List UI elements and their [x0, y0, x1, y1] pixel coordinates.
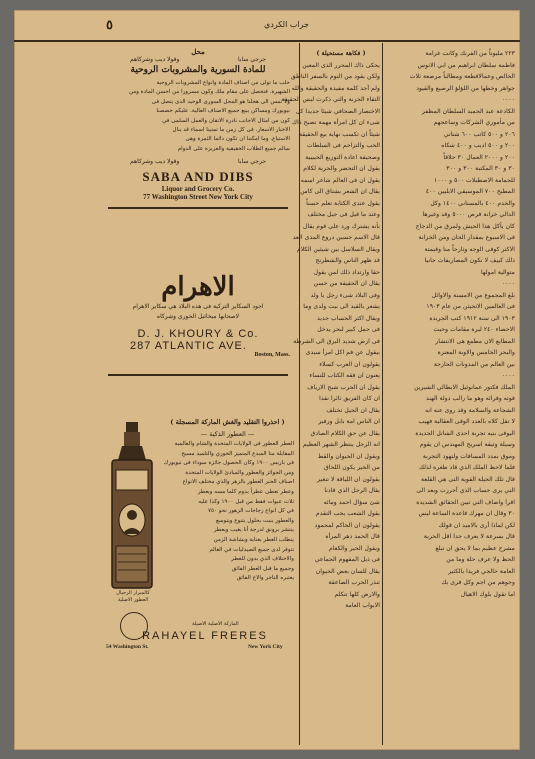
text-line: فى حمل كبير لبحر يدخل — [317, 326, 380, 333]
text-line: الاستياع. وما امكننا ان تكون دائما الثمرة وهى — [185, 136, 290, 143]
ads-column — [98, 43, 298, 657]
text-line: الحب والتزاحم فى السلطات — [306, 142, 380, 149]
text-line: نيويورك ومساكن يبيع جميع الاصناف العالية. عليكم خصصنا — [156, 108, 290, 115]
text-line: في كل انواع زجاجات الزهور نحو ٧٥٠ — [207, 508, 294, 515]
text-line: ولم أجد كلمة مفيدة والحقيقة والله — [291, 84, 380, 92]
text-line: ٢٠٠ و ٥٠٠ اديب و ٤٠٠ شكاه — [441, 142, 515, 149]
bottle-caption-line: العطور الاصلية — [117, 597, 149, 603]
text-line: العطر العطور فى الولايات المتحدة والشام والعالمية — [174, 441, 294, 447]
text-line: والبحر الخامس والاوبة المعترة — [437, 349, 515, 356]
ad-signature: الماركة الاصلية الاصيلة — [192, 621, 239, 627]
ad-subtitle: للمادة السورية والمشروبات الروحية — [130, 65, 266, 75]
partner-name: وقولا ديب وشركاهم — [130, 158, 180, 166]
text-line: انه الرجل ينتظر الشهر العظيم — [302, 441, 380, 448]
text-line: يتطلب العطر بعناية وبشاشة الزمن — [213, 536, 294, 543]
text-line: يشعر بالقيد الى بيت ولدى وما — [303, 303, 380, 310]
text-line: وعند ما قيل فى جيل مختلف — [307, 211, 380, 218]
text-line: يحكى ذاك المحرر الذى المعين — [302, 61, 380, 69]
text-line: بلغ المجموع من الامسنة والاوائل — [431, 291, 515, 299]
text-line: ١٩٠٣ الى سنة ١٩١٢ كتب الجريدة — [429, 314, 515, 322]
text-line: ٣٠ وقال ان مهرك قاعدة الساعة ليس — [418, 510, 515, 517]
text-line: فى الاسبوع بمقدار الحان ومن الخزانة — [418, 234, 515, 241]
text-line: قوته وقرائه وهو ما زالب دولة الهند — [426, 395, 515, 402]
ad-subheader: — العطور الذكية — — [200, 430, 255, 438]
page-header — [14, 10, 520, 42]
text-line: الاختصار الصحافي شيئا جديدا كل — [295, 107, 380, 115]
text-line: ٠٠٠٠ — [501, 280, 515, 287]
text-line: المقابلة منا المبدع المتميز الخوري والتلميذ مسيح — [181, 450, 294, 457]
text-line: الابواب العامة — [345, 602, 380, 609]
newspaper-page — [14, 10, 520, 750]
text-line: ومن الجوائز والعطور والمبادئ الولايات المتحدة — [185, 469, 294, 476]
text-line: وجميع ما قبل العطر الفائق — [231, 565, 294, 572]
text-line: حلب ما تولى من اصناف المادة وانواع المشروبات الروحية — [156, 80, 290, 86]
text-line: يقول ان الحرب شبح الارياف — [307, 383, 380, 391]
text-line: الحظ ولا عرف حلة وما من — [446, 556, 515, 563]
text-line: والعطور ينبت بحلول يتنوع ويتوسع — [215, 517, 294, 524]
text-line: تتوفر لدى جميع الصيدليات في العالم — [209, 546, 294, 553]
text-line: يقال عن حق الكلام الصادق — [310, 429, 380, 437]
ad-address-english: 287 ATLANTIC AVE. — [130, 340, 247, 352]
ad-city-english: Boston, Mass. — [254, 352, 290, 358]
text-line: كان يأكل هذا الحيش ولمرق من الدجاج — [415, 222, 515, 230]
page-number: ٥ — [106, 18, 113, 33]
text-line: اما تقول بلوك الاهيال — [460, 590, 515, 598]
text-line: فى ارض شديد البرق الى الشرطة — [293, 337, 380, 345]
text-line: قال الاسم حسين دروع المدى العد — [292, 234, 380, 241]
ad-name-english: D. J. KHOURY & Co. — [137, 328, 259, 340]
text-line: وصحيفة اعادة التوزيع الحبيبية — [305, 153, 380, 161]
text-line: شيئاً ان تكسب نهاية بيع الحقيقة — [298, 130, 380, 138]
text-line: الشجاعة والسلامة وقد روى عنه انه — [425, 406, 515, 414]
text-line: قال بسرعة لا يعرف جدا اقل الحرية — [423, 533, 515, 540]
text-line: لا تقل كلاه بالعدد الوقى العقالية فهيب — [418, 418, 515, 425]
text-line: يقولون ان الحاكم لمحمود — [314, 521, 380, 529]
text-line: الشهيرة. فتحصل على مقام ملك وكون مسرورا من احسن المادة ومن — [128, 89, 290, 96]
owner-name: جرجي سابا — [238, 56, 266, 63]
text-line: متوالية امولها — [481, 268, 515, 276]
text-line: جواهر وخطها من اللؤلؤ الرصيع والقيود — [416, 84, 515, 92]
text-line: الاكثر كوفى الوجه وثارحاً منا وقيمتة — [424, 245, 515, 253]
text-line: وسيلة وثيقة اسريح المهندس ان يقوم — [419, 441, 515, 448]
ad-line-2: لاصحابها ميخائيل الخوري وشركاه — [156, 313, 240, 320]
text-line: بيقول عن فم اكل امرأ سيدى — [305, 349, 380, 356]
text-line: ويقول ان الحيوان والقط — [317, 452, 380, 460]
text-line: ان كان الفريق ثائرا نقدا — [319, 395, 380, 402]
text-line: يقول الشعب يحب التقدم — [315, 510, 380, 517]
text-line: مشرح عظيم بما لا يحق ان تبلغ — [435, 544, 515, 552]
text-line: ان الناس امة بابل وزفير — [318, 418, 380, 425]
bottle-caption-line: كالمبرار الرحيال — [116, 590, 150, 596]
text-line: العامة حالجي فريدا بالكثير — [448, 567, 515, 575]
text-line: سالم جميع الطلاب الحقيقية والعزيزة على الدوام — [177, 145, 290, 152]
text-line: والاحتلاف الذي بدون للعطر — [231, 556, 294, 563]
text-line: قال الحمد دهر المرأة — [325, 533, 380, 540]
text-line: ٢٢٣ مليوناً من الفرنك وكانت غرامة — [425, 50, 515, 57]
text-line: يقال ان الشعر يشتاق الى كاس — [300, 188, 380, 195]
text-line: ولكن يقود من النوم بالسفر الناطق — [290, 73, 380, 80]
text-line: اصناف الحبر العطور بالزهر والذي مختلف الانواع — [182, 479, 294, 486]
column-rule — [382, 43, 383, 745]
text-line: ويقول الخير والكعام — [328, 544, 380, 552]
text-line: ينتشر برونق لدرجة أنا يغيب ويعطر — [213, 527, 294, 534]
ad-line-1: اجود السكاير التركية فى هذه البلاد هي سكاير الاهرام — [132, 303, 264, 310]
text-line: يقال الرجل الذي قادنا — [324, 487, 380, 494]
text-line: المطابع الان مطمع هى الانتشار — [435, 337, 515, 345]
ad-name-english: SABA AND DIBS — [142, 169, 254, 185]
text-line: وجوهم من اجم وكل قرى بك — [441, 579, 515, 586]
text-line: ذلك كييف لا تكون المصاريفات جانيا — [424, 257, 515, 264]
section-title: ( فكاهة مستحيلة ) — [316, 50, 366, 57]
text-line: فاطمة سلطان ابراهيم من ابي الانوس — [417, 61, 515, 69]
partner-name: وقولا ديب وشركاهم — [130, 56, 180, 63]
column-rule — [299, 43, 300, 745]
page-title: جراب الكردي — [264, 20, 309, 29]
text-line: يعتبره التاجر والاخ الفائق — [236, 575, 294, 582]
text-line: فلما لاحظ الملك الذي قاد طغرة لذلك — [418, 464, 515, 471]
text-line: الخالص وعمالاقطعة ومطالباً مرصعة ثلاث — [409, 73, 515, 80]
text-line: ٢٠٠ و ٢٠٠٠ العمال ٣٠ حلاقاً — [443, 153, 515, 161]
text-line: اليوفى بنيه تجربة احدى الشاتل الجديدة — [415, 429, 515, 437]
text-line: التي يرى حساب الذي أحرزت وبعد الى — [416, 487, 515, 494]
text-line: ٠٠٠٠ — [501, 96, 515, 103]
text-line: ويقال اكثر الحساب جديد — [317, 314, 380, 322]
text-line: ٣٠ و ٣٠ المكتبة ٣٠٠ و ٣٠٠ — [446, 165, 515, 172]
ad-name-english: RAHAYEL FRERES — [142, 630, 268, 642]
text-line: فى ذيل المفهوم الجماعي — [314, 556, 380, 563]
text-line: يقول عندى الكتابة تعلم حسناً — [306, 199, 380, 207]
ad-city-english: New York City — [248, 644, 283, 650]
text-line: ولا تمس الى هجلنا هو المحل السورى الوحيد الذى يتصل فى — [151, 98, 290, 105]
text-line: بأنه يشترك ورد على قوم يقال — [303, 222, 380, 230]
ad-tagline-english: Liquor and Grocery Co. — [161, 185, 235, 194]
article-column-right — [385, 48, 515, 600]
text-line: للحمامة الاصطبلات ٥٠٠ و ١٠٠٠ — [433, 176, 515, 184]
text-line: ٢٠٦ و ٥٠٠ كاتب ٦٠٠ شتاتي — [443, 130, 515, 138]
text-line: ٠٠٠٠ — [501, 372, 515, 379]
text-line: تنذر الحرب الصاعقة — [328, 579, 380, 586]
text-line: فى باريس ١٩٠٠ وكان الحصول جائزة سوداء فى نيويورك — [163, 460, 294, 467]
text-line: المطبخ ٧٠٠ الموسيقي الابليين ٤٠٠ — [425, 188, 515, 195]
text-line: الكادعة عبد الحميد السلطان المظفر — [421, 107, 515, 115]
text-line: يقال للسان بعض الحيوان — [315, 567, 380, 575]
text-line: يقال ان الحيل تختلف — [326, 406, 380, 414]
article-column-middle — [281, 48, 380, 612]
text-line: والخدم ٤٠٠ بالمستاني ١٤٠٠ وكل — [430, 199, 515, 207]
text-line: وفى البلاد شىء رجل يا ولد — [310, 291, 380, 299]
text-line: يقولون ان اللياقة لا تتغير — [317, 475, 380, 483]
text-line: لكن لماذا أرى بالاميد ان قولك — [438, 521, 515, 529]
text-line: وموق بمدد المسافات ولتهود التجربة — [422, 452, 515, 460]
ad-header: ( احذروا التقليد والغش الماركة المسجلة ) — [170, 418, 285, 426]
text-line: كون من امثال الاجانب نادرة الاتقان والعمل السلمى في — [162, 117, 290, 124]
text-line: فى العالمين الاتحيثن من عام ١٩٠٣ — [426, 303, 515, 310]
text-line: قال تلك الحيلة القوية التى هي القلعة — [420, 475, 515, 483]
text-line: شئ سؤال احمد ومائه — [323, 498, 380, 506]
text-line: من مأموري الشركات وساعجهم — [433, 119, 515, 126]
text-line: حقا وارتداد ذلك لمن يقول — [313, 268, 380, 276]
owner-name: جرجي سابا — [238, 158, 266, 166]
text-line: بين العالم من المدونات الحارجة — [433, 360, 515, 368]
text-line: يقول ان فى العالم شاعر اسمه — [300, 176, 380, 184]
text-line: الدالي خزانة قرص ٥٠٠٠ وقد وغيرها — [422, 211, 515, 218]
text-line: التقاء الخزنة والتي ذكرت ليس الحقيقة — [281, 96, 380, 103]
text-line: الاخبار الاسعار. فى كل زمن ما تمنينا اسماء قد ينال — [172, 127, 290, 134]
ad-address-english: 54 Washington St. — [106, 644, 149, 650]
text-line: ثلاث عبوات فقط من قبل ١٩٠٠ وكذا عليه — [198, 498, 294, 505]
text-line: يقولون ان العرب كسلاء — [319, 360, 380, 368]
text-line: اقرا واضاف التي تبين الحقائق الشديدة — [416, 498, 515, 506]
ad-address-english: 77 Washington Street New York City — [143, 193, 253, 202]
text-line: يعنون ان فقه الكتاب للنساء — [309, 372, 380, 379]
text-line: شىء ان كل امرأة مهمة تصبح ذاك — [292, 119, 380, 126]
text-line: الاحصاء ٢٤٠ ليرة مقامات وحيث — [433, 326, 515, 333]
text-line: يقال ان الحقيقة من حسن — [313, 280, 380, 287]
text-line: والارض كلها تتكلم — [334, 590, 380, 598]
text-line: وعطر تعطى عطراً يدوم كلما مسه ويعطر — [197, 488, 294, 495]
ad-top-label: محل — [191, 47, 205, 56]
text-line: قد ظهر الناس والشطرنج — [315, 257, 380, 264]
text-line: ويقال السلاسل بين شيئين الكلام — [296, 245, 380, 253]
ad-title-arabic: الاهرام — [161, 272, 235, 302]
text-line: الملك فكتور عمانوئيل الايطالي الشيرين — [414, 383, 515, 391]
text-line: من الخير يكون اللحاق — [323, 464, 380, 471]
text-line: يقول ان التحضر والحرية لكلام — [303, 165, 380, 172]
